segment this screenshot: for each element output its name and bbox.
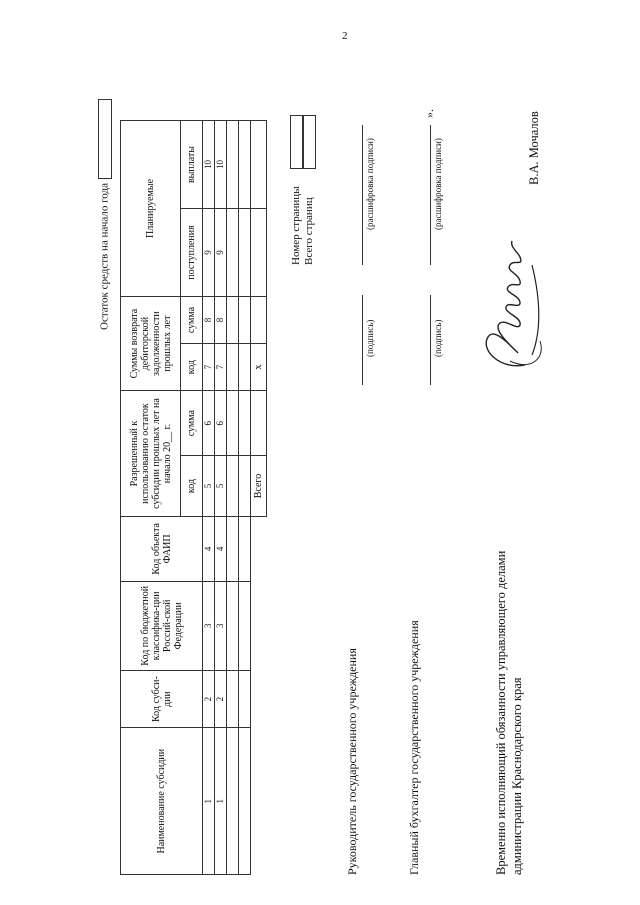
cell: 7: [203, 344, 215, 391]
cell: 6: [215, 391, 227, 456]
acc-caption-decode: (расшифровка подписи): [433, 138, 443, 230]
page-no-label: Номер страницы: [290, 186, 302, 265]
cell: 1: [203, 728, 215, 875]
table-row: [215, 121, 227, 875]
cell: 9: [215, 209, 227, 297]
header-allowed: Разрешенный к использованию остаток субсидии прошлых лет на начало 20__ г.: [121, 391, 181, 517]
ostatok-label: [98, 99, 112, 330]
cell: 2: [203, 670, 215, 728]
header-name: Наименование субсидии: [121, 728, 203, 875]
header-out: выплаты: [181, 121, 203, 209]
table-row: [239, 121, 251, 875]
header-sum: сумма: [181, 391, 203, 456]
header-plan: Планируемые: [121, 121, 181, 297]
cell: 5: [203, 456, 215, 517]
ostatok-text: Остаток средств на начало года: [98, 183, 111, 330]
acting-label: Временно исполняющий обязанности управляющего делами администрации Краснодарского края: [494, 550, 524, 875]
total-row: [251, 121, 267, 875]
page-no-box: [290, 115, 303, 169]
head-label: Руководитель государственного учреждения: [345, 648, 359, 875]
cell: 10: [215, 121, 227, 209]
head-caption-decode: (расшифровка подписи): [365, 138, 375, 230]
header-code2: код: [181, 344, 203, 391]
header-sum2: сумма: [181, 296, 203, 343]
quote-end: ».: [422, 109, 436, 118]
ostatok-box: [98, 99, 112, 179]
header-bk: Код по бюджетной классифика-ции Россий-ской Федерации: [121, 581, 203, 670]
total-x: x: [251, 344, 267, 391]
acc-sign-line: [430, 295, 431, 385]
cell: 8: [215, 296, 227, 343]
cell: 5: [215, 456, 227, 517]
cell: 10: [203, 121, 215, 209]
cell: 3: [215, 581, 227, 670]
cell: 7: [215, 344, 227, 391]
handwritten-signature: [470, 235, 550, 375]
rotated-page-content: [98, 35, 640, 875]
header-code: код: [181, 456, 203, 517]
subsidy-table: [120, 120, 267, 875]
table-row: [227, 121, 239, 875]
total-pages-label: Всего страниц: [303, 197, 315, 265]
cell: 3: [203, 581, 215, 670]
cell: 4: [203, 516, 215, 581]
head-sign-line: [362, 295, 363, 385]
acc-decode-line: [430, 125, 431, 265]
cell: 8: [203, 296, 215, 343]
page-number: 2: [342, 30, 348, 42]
cell: 1: [215, 728, 227, 875]
header-code-sub: Код субси-дии: [121, 670, 203, 728]
table-row: [203, 121, 215, 875]
acc-caption-sign: (подпись): [433, 319, 443, 357]
cell: 4: [215, 516, 227, 581]
page-info: [290, 186, 316, 265]
head-caption-sign: (подпись): [365, 319, 375, 357]
cell: 2: [215, 670, 227, 728]
signer-name: В.А. Мочалов: [527, 111, 541, 185]
header-debt: Суммы возврата дебиторской задолженности прошлых лет: [121, 296, 181, 390]
cell: 9: [203, 209, 215, 297]
accountant-label: Главный бухгалтер государственного учреждения: [407, 620, 421, 875]
total-label: Всего: [251, 456, 267, 517]
total-pages-box: [303, 115, 316, 169]
cell: 6: [203, 391, 215, 456]
header-in: поступления: [181, 209, 203, 297]
head-decode-line: [362, 125, 363, 265]
header-faip: Код объекта ФАИП: [121, 516, 203, 581]
